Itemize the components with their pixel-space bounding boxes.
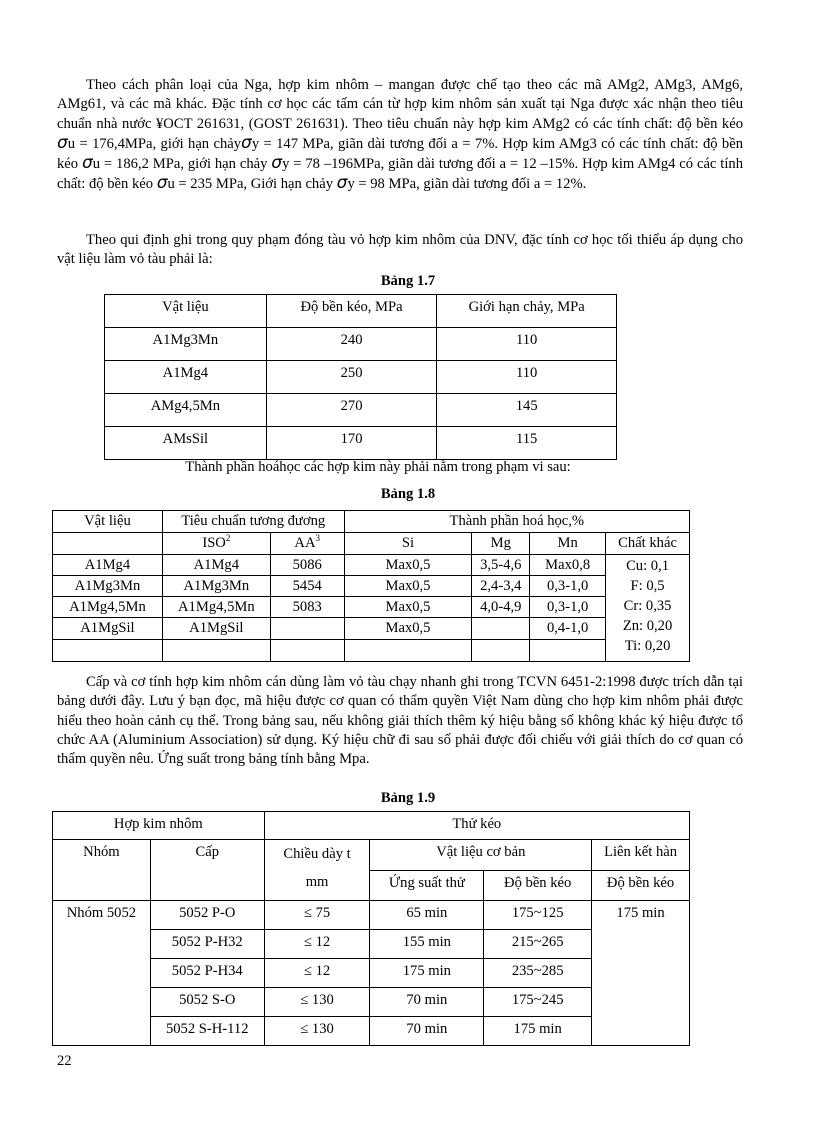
cell-group: Nhóm 5052 [53,901,151,1046]
table-header-row [53,812,690,840]
chemical-composition-line: Thành phần hoáhọc các hợp kim này phải nằm trong phạm vi sau: [185,459,571,475]
sigma-symbol: σ [336,173,348,194]
header-weld-joint: Liên kết hàn [592,840,690,871]
cell-material: A1Mg4 [105,361,267,394]
cell-tensile: 240 [266,328,437,361]
cell-material: AMg4,5Mn [105,394,267,427]
page-number: 22 [57,1053,72,1069]
header-weld-tensile-strength: Độ bền kéo [592,870,690,901]
table-row [105,328,617,361]
cell-material: AMsSil [105,427,267,460]
table-row: A1Mg4 A1Mg4 5086 Max0,5 3,5-4,6 Max0,8 Cu: 0,1 F: 0,5 Cr: 0,35 Zn: 0,20 Ti: 0,20 [53,555,690,576]
header-equivalent-standard: Tiêu chuẩn tương đương [162,511,344,533]
table-row: 5052 S-O ≤ 130 70 min 175~245 [53,988,690,1017]
sigma-symbol: σ [271,153,283,174]
cell-tensile: 170 [266,427,437,460]
table-row: A1Mg3Mn A1Mg3Mn 5454 Max0,5 2,4-3,4 0,3-1,0 [53,576,690,597]
other-elements-cell: Cu: 0,1 F: 0,5 Cr: 0,35 Zn: 0,20 Ti: 0,20 [606,555,690,662]
header-yield-strength: Giới hạn chảy, MPa [437,295,617,328]
header-aluminum-alloy: Hợp kim nhôm [53,812,265,840]
header-other: Chất khác [606,533,690,555]
table-row: 5052 P-H32 ≤ 12 155 min 215~265 [53,930,690,959]
table-1-7-caption: Bảng 1.7 [380,273,436,289]
table-row [105,361,617,394]
header-thickness: Chiều dày t mm [264,840,370,901]
sigma-symbol: σ [156,173,168,194]
cell-yield: 145 [437,394,617,427]
header-mn: Mn [530,533,606,555]
header-tensile-strength: Độ bền kéo [484,870,592,901]
paragraph-tcvn: Cấp và cơ tính hợp kim nhôm cán dùng làm vỏ tàu chạy nhanh ghi trong TCVN 6451-2:1998 được trích dẫn tại bảng dưới đây. Lưu ý bạn đọc, mã hiệu được cơ quan có thẩm quyền Việt Nam dùng cho hợp kim nhôm phải được hiểu theo hoàn cảnh cụ thể. Trong bảng sau, nếu không giải thích thêm ký hiệu bằng số không khác ký hiệu được tổ chức AA (Aluminium Association) sử dụng. Ký hiệu chữ đi sau số phải được đối chiếu với giải thích do cơ quan có thẩm quyền nêu. Ứng suất trong bảng tính bằng Mpa. [57,674,743,768]
header-tensile-strength: Độ bền kéo, MPa [266,295,437,328]
cell-tensile: 250 [266,361,437,394]
table-1-8 [52,510,690,662]
paragraph-dnv-rules: Theo qui định ghi trong quy phạm đóng tàu vỏ hợp kim nhôm của DNV, đặc tính cơ học tối thiểu áp dụng cho vật liệu làm vỏ tàu phải là: [57,232,743,268]
table-row: A1Mg4,5Mn A1Mg4,5Mn 5083 Max0,5 4,0-4,9 0,3-1,0 [53,597,690,618]
table-row: 5052 S-H-112 ≤ 130 70 min 175 min [53,1017,690,1046]
cell-yield: 115 [437,427,617,460]
cell-material: A1Mg3Mn [105,328,267,361]
table-row: Nhóm 5052 5052 P-O ≤ 75 65 min 175~125 175 min [53,901,690,930]
header-mg: Mg [472,533,530,555]
cell-yield: 110 [437,328,617,361]
table-1-8-caption: Bảng 1.8 [380,486,436,502]
table-row: 5052 P-H34 ≤ 12 175 min 235~285 [53,959,690,988]
sigma-symbol: σ [57,132,68,153]
header-chemical-composition: Thành phần hoá học,% [344,511,689,533]
cell-tensile: 270 [266,394,437,427]
table-header-row [53,511,690,533]
header-base-material: Vật liệu cơ bản [370,840,592,871]
table-row-empty [53,640,690,662]
table-1-9 [52,811,690,1046]
header-grade: Cấp [150,840,264,901]
paragraph-russian-alloys: Theo cách phân loại của Nga, hợp kim nhôm – mangan được chế tạo theo các mã AMg2, AMg3, AMg6, AMg61, và các mã khác. Đặc tính cơ học các tấm cán từ hợp kim nhôm sản xuất tại Nga được xác nhận theo tiêu chuẩn nhà nước ¥OCT 261631, (GOST 261631). Theo tiêu chuẩn này hợp kim AMg2 có các tính chất: độ bền kéo σu = 176,4MPa, giới hạn chảyσy = 147 MPa, giãn dài tương đối a = 7%. Hợp kim AMg3 có các tính chất: độ bền kéo σu = 186,2 MPa, giới hạn chảy σy = 78 –196MPa, giãn dài tương đối a = 12 –15%. Hợp kim AMg4 có các tính chất: độ bền kéo σu = 235 MPa, Giới hạn chảy σy = 98 MPa, giãn dài tương đối a = 12%. [57,77,743,194]
table-row [105,394,617,427]
table-1-9-caption: Bảng 1.9 [380,790,436,806]
header-material: Vật liệu [53,511,163,533]
header-iso: ISO$^2$ [162,533,270,555]
cell-weld-strength: 175 min [592,901,690,1046]
header-group: Nhóm [53,840,151,901]
table-subheader-row [53,533,690,555]
table-1-7 [104,294,617,460]
table-header-row [105,295,617,328]
header-tensile-test: Thử kéo [264,812,689,840]
sigma-symbol: σ [81,153,93,174]
header-material: Vật liệu [105,295,267,328]
table-header-row [53,840,690,871]
table-row: A1MgSil A1MgSil Max0,5 0,4-1,0 [53,618,690,640]
header-aa: $AA^3$ [270,533,344,555]
table-row [105,427,617,460]
header-proof-stress: Ứng suất thử [370,870,484,901]
cell-yield: 110 [437,361,617,394]
header-si: Si [344,533,472,555]
sigma-symbol: σ [241,132,252,153]
